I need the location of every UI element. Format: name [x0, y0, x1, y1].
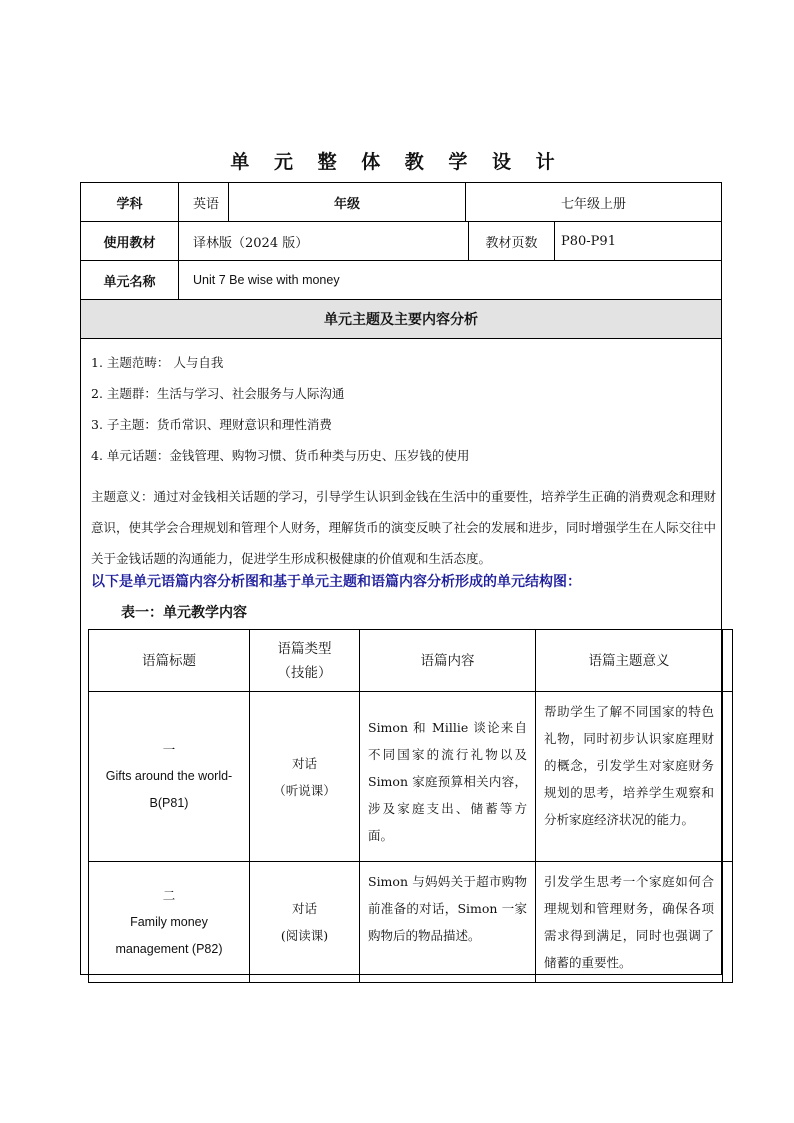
row2-title-cell	[89, 862, 250, 983]
row1-type-cell	[250, 692, 360, 862]
row2-meaning: 引发学生思考一个家庭如何合理规划和管理财务，确保各项需求得到满足，同时也强调了储蓄的重要性。	[536, 862, 723, 983]
pages-value: P80-P91	[554, 222, 721, 260]
unit-label: 单元名称	[103, 274, 156, 290]
grade-value: 七年级上册	[465, 183, 721, 221]
header-title: 语篇标题	[89, 630, 250, 692]
header-type-line2: （技能）	[277, 664, 332, 681]
unit-row	[81, 261, 721, 300]
table-row	[89, 862, 733, 983]
subject-row	[81, 183, 721, 222]
pages-label: 教材页数	[468, 222, 554, 260]
section-heading: 单元主题及主要内容分析	[81, 300, 721, 339]
textbook-row	[81, 222, 721, 261]
row2-type-line1: 对话	[291, 901, 317, 916]
subject-value: 英语	[178, 183, 228, 221]
unit-value: Unit 7 Be wise with money	[178, 261, 721, 299]
header-type-line1: 语篇类型	[277, 640, 332, 657]
row1-content: Simon 和 Millie 谈论来自不同国家的流行礼物以及 Simon 家庭预算相关内容，涉及家庭支出、储蓄等方面。	[360, 692, 536, 862]
row2-number: 二	[162, 887, 176, 903]
row2-title-line2: management (P82)	[115, 941, 223, 956]
header-spacer	[723, 630, 733, 692]
lesson-design-table	[80, 182, 722, 975]
sub-theme: 3. 子主题：货币常识、理财意识和理性消费	[91, 417, 332, 432]
subject-label: 学科	[116, 196, 143, 212]
theme-meaning: 主题意义：通过对金钱相关话题的学习，引导学生认识到金钱在生活中的重要性，培养学生正确的消费观念和理财意识，使其学会合理规划和管理个人财务，理解货币的演变反映了社会的发展和进步，同时增强学生在人际交往中关于金钱话题的沟通能力，促进学生形成积极健康的价值观和生活态度。	[91, 489, 717, 566]
row1-spacer	[723, 692, 733, 862]
theme-group: 2. 主题群：生活与学习、社会服务与人际沟通	[91, 386, 345, 401]
row2-content: Simon 与妈妈关于超市购物前准备的对话，Simon 一家购物后的物品描述。	[360, 862, 536, 983]
unit-content-table	[88, 629, 733, 983]
row2-type-line2: (阅读课)	[280, 928, 329, 943]
row1-title-line1: Gifts around the world-	[105, 769, 233, 783]
theme-scope: 1. 主题范畴： 人与自我	[91, 355, 224, 370]
table-row	[89, 692, 733, 862]
table-header-row	[89, 630, 733, 692]
header-content: 语篇内容	[360, 630, 536, 692]
row1-number: 一	[162, 742, 176, 757]
structure-note: 以下是单元语篇内容分析图和基于单元主题和语篇内容分析形成的单元结构图：	[91, 574, 581, 590]
page-title: 单 元 整 体 教 学 设 计	[230, 151, 564, 173]
row2-title-line1: Family money	[130, 914, 208, 929]
row1-type-line1: 对话	[291, 755, 317, 771]
unit-topic: 4. 单元话题：金钱管理、购物习惯、货币种类与历史、压岁钱的使用	[91, 448, 470, 463]
grade-label: 年级	[228, 183, 465, 221]
row1-type-line2: （听说课）	[273, 782, 336, 798]
table-caption: 表一：单元教学内容	[121, 605, 247, 621]
row1-meaning: 帮助学生了解不同国家的特色礼物，同时初步认识家庭理财的概念，引发学生对家庭财务规划的思考，培养学生观察和分析家庭经济状况的能力。	[536, 692, 723, 862]
textbook-label: 使用教材	[103, 235, 156, 251]
row1-title-cell	[89, 692, 250, 862]
header-type	[250, 630, 360, 692]
header-meaning: 语篇主题意义	[536, 630, 723, 692]
row2-type-cell	[250, 862, 360, 983]
textbook-value: 译林版（2024 版）	[178, 222, 468, 260]
row1-title-line2: B(P81)	[149, 796, 189, 810]
row2-spacer	[723, 862, 733, 983]
